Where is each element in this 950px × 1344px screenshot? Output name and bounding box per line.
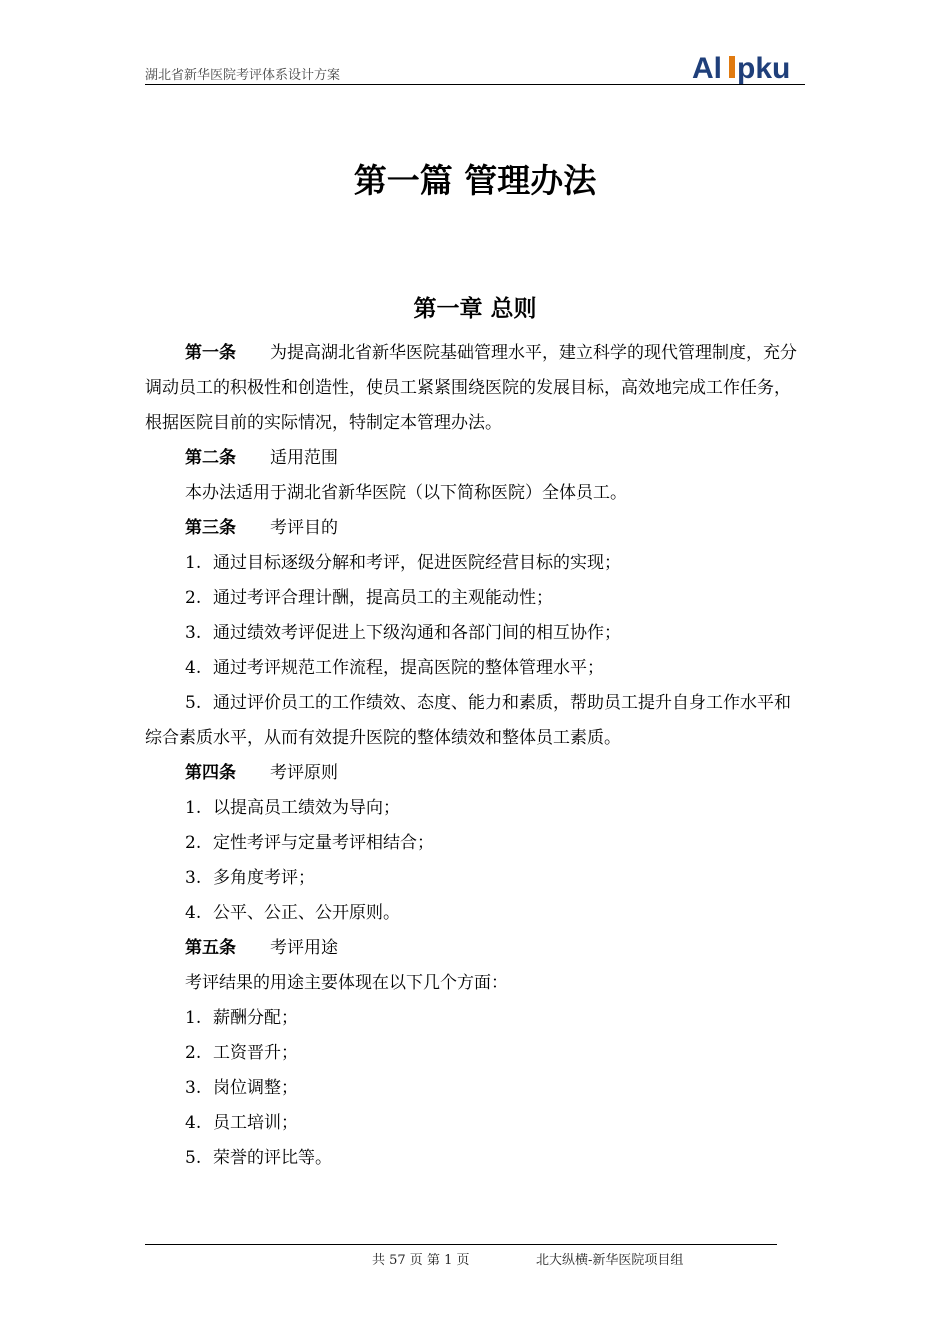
article-title: 考评原则 xyxy=(270,763,338,783)
list-item: 1. 以提高员工绩效为导向； xyxy=(185,798,400,818)
list-item: 2. 定性考评与定量考评相结合； xyxy=(185,833,434,853)
footer-divider xyxy=(145,1244,777,1245)
article-title: 考评用途 xyxy=(270,938,338,958)
list-item: 5. 荣誉的评比等。 xyxy=(185,1148,332,1168)
list-item: 1. 通过目标逐级分解和考评，促进医院经营目标的实现； xyxy=(185,553,621,573)
chapter-title: 第一章 总则 xyxy=(413,295,537,322)
list-item: 4. 公平、公正、公开原则。 xyxy=(185,903,400,923)
article-label: 第四条 xyxy=(185,763,236,783)
article-5-body: 考评结果的用途主要体现在以下几个方面： xyxy=(185,973,508,993)
list-item: 3. 通过绩效考评促进上下级沟通和各部门间的相互协作； xyxy=(185,623,621,643)
svg-text:pku: pku xyxy=(737,52,791,85)
article-text: 为提高湖北省新华医院基础管理水平，建立科学的现代管理制度，充分调动员工的积极性和创造性，使员工紧紧围绕医院的发展目标，高效地完成工作任务，根据医院目前的实际情况，特制定本管理办法。 xyxy=(145,343,797,433)
list-item: 4. 通过考评规范工作流程，提高医院的整体管理水平； xyxy=(185,658,604,678)
list-item: 2. 工资晋升； xyxy=(185,1043,298,1063)
header-divider xyxy=(145,84,805,85)
part-title: 第一篇 管理办法 xyxy=(353,161,597,200)
article-label: 第一条 xyxy=(185,343,236,363)
article-title: 考评目的 xyxy=(270,518,338,538)
list-item: 3. 多角度考评； xyxy=(185,868,315,888)
svg-text:Al: Al xyxy=(692,52,722,85)
page-number: 共 57 页 第 1 页 xyxy=(372,1253,470,1268)
article-2 xyxy=(145,441,805,476)
article-label: 第三条 xyxy=(185,518,236,538)
footer-org: 北大纵横-新华医院项目组 xyxy=(536,1253,684,1268)
article-3 xyxy=(145,511,805,546)
list-item: 4. 员工培训； xyxy=(185,1113,298,1133)
list-item: 5. 通过评价员工的工作绩效、态度、能力和素质，帮助员工提升自身工作水平和综合素质水平，从而有效提升医院的整体绩效和整体员工素质。 xyxy=(145,693,791,748)
article-label: 第二条 xyxy=(185,448,236,468)
allpku-logo xyxy=(690,50,810,86)
header-title: 湖北省新华医院考评体系设计方案 xyxy=(145,68,341,83)
list-item: 2. 通过考评合理计酬，提高员工的主观能动性； xyxy=(185,588,553,608)
document-body xyxy=(145,336,805,1176)
article-1 xyxy=(145,336,805,441)
list-item: 1. 薪酬分配； xyxy=(185,1008,298,1028)
article-2-body: 本办法适用于湖北省新华医院（以下简称医院）全体员工。 xyxy=(185,483,627,503)
article-title: 适用范围 xyxy=(270,448,338,468)
list-item: 3. 岗位调整； xyxy=(185,1078,298,1098)
article-label: 第五条 xyxy=(185,938,236,958)
article-4 xyxy=(145,756,805,791)
article-5 xyxy=(145,931,805,966)
